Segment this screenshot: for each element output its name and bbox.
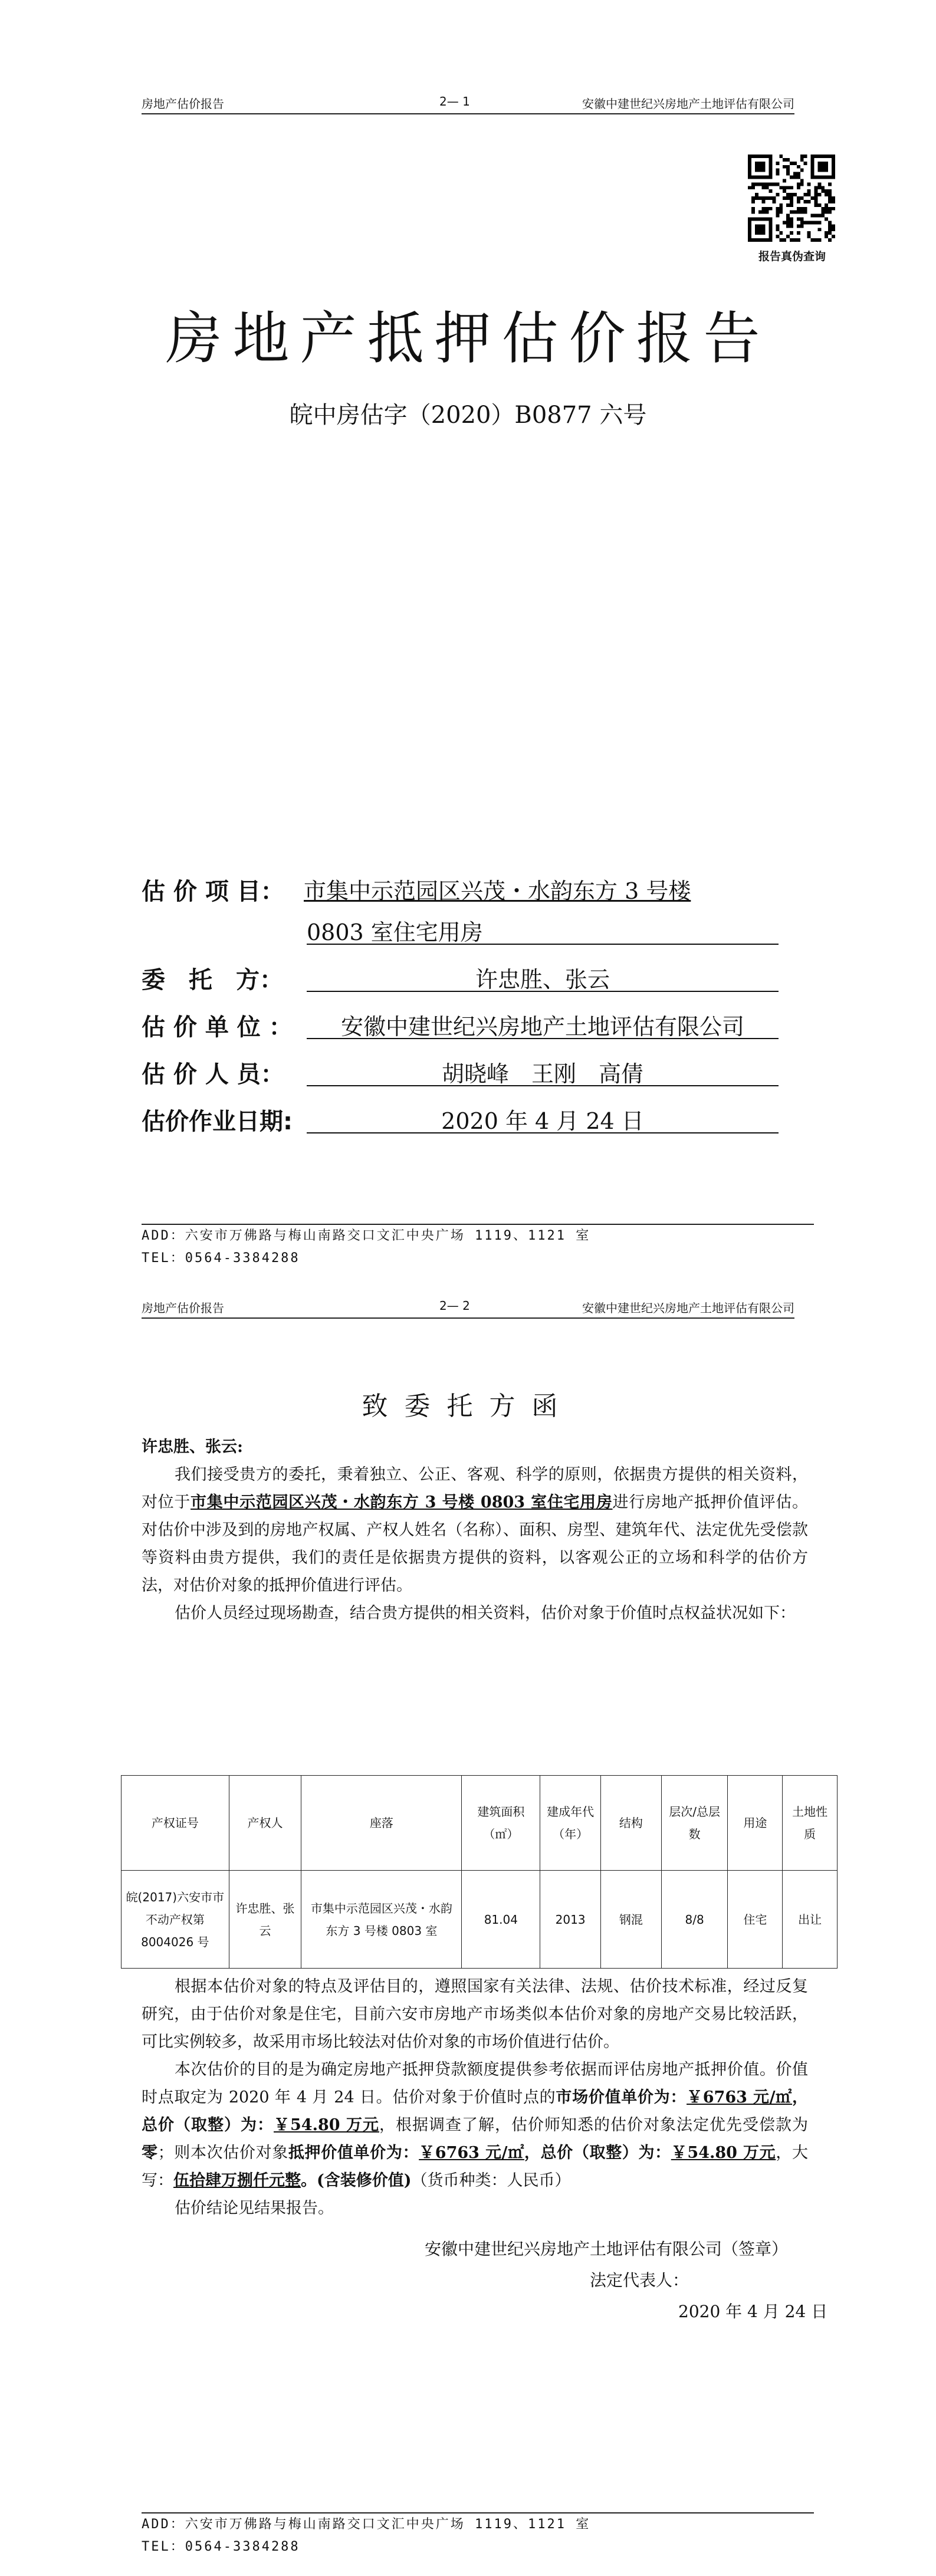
letter-title: 致委托方函 bbox=[362, 1391, 574, 1421]
text: （货币种类：人民币） bbox=[411, 2171, 571, 2190]
table-cell: 住宅 bbox=[728, 1871, 783, 1969]
page-header bbox=[142, 1293, 794, 1319]
table-header-cell: 层次/总层数 bbox=[661, 1776, 728, 1871]
table-header-cell: 座落 bbox=[301, 1776, 462, 1871]
table-cell: 出让 bbox=[783, 1871, 838, 1969]
signature-company: 安徽中建世纪兴房地产土地评估有限公司（签章） bbox=[425, 2239, 789, 2259]
table-header-cell: 产权证号 bbox=[121, 1776, 229, 1871]
field-label: 委 托 方： bbox=[142, 967, 283, 994]
text: 进行房地产抵押价值评估。对估价中涉及到的房地产权属、产权人姓名（名称）、面积、房型、建筑年代、法定优先受偿款等资料由贵方提供，我们的责任是依据贵方提供的资料，以客观公正的立场和科学的估价方法，对估价对象的抵押价值进行评估。 bbox=[142, 1493, 809, 1595]
letter-body-top bbox=[142, 1433, 808, 1627]
report-title: 房地产抵押估价报告 bbox=[165, 305, 771, 372]
page-number: 2— 1 bbox=[439, 94, 470, 109]
field-value: 2020 年 4 月 24 日 bbox=[307, 1103, 779, 1133]
table-row bbox=[121, 1871, 838, 1969]
header-company: 安徽中建世纪兴房地产土地评估有限公司 bbox=[582, 97, 794, 111]
table-cell: 2013 bbox=[540, 1871, 601, 1969]
text: ，大写： bbox=[142, 2144, 808, 2190]
page-footer bbox=[142, 1224, 814, 1270]
header-report-name: 房地产估价报告 bbox=[142, 97, 224, 111]
table-cell: 8/8 bbox=[661, 1871, 728, 1969]
mortgage-total-price: ￥54.80 万元 bbox=[671, 2144, 776, 2162]
table-header-cell: 土地性质 bbox=[783, 1776, 838, 1871]
text: 市场价值单价为： bbox=[556, 2088, 687, 2107]
signature-date: 2020 年 4 月 24 日 bbox=[678, 2302, 828, 2321]
text: 抵押价值单价为： bbox=[288, 2144, 419, 2162]
qr-code-icon[interactable] bbox=[748, 155, 835, 242]
text: 本次估价的目的是为确定房地产抵押贷款额度提供参考依据而评估房地产抵押价值。价值时点取定为 2020 年 4 月 24 日。估价对象于价值时点的 bbox=[142, 2061, 808, 2107]
text: ，根据调查了解，估价师知悉的估价对象法定优先受偿款为 bbox=[379, 2116, 808, 2134]
table-cell: 钢混 bbox=[601, 1871, 662, 1969]
report-cover-page bbox=[0, 0, 936, 1286]
document-number: 皖中房估字（2020）B0877 六号 bbox=[289, 402, 647, 429]
text: ；则本次估价对象 bbox=[157, 2144, 288, 2162]
field-value: 安徽中建世纪兴房地产土地评估有限公司 bbox=[307, 1008, 779, 1039]
paragraph-3: 根据本估价对象的特点及评估目的，遵照国家有关法律、法规、估价技术标准，经过反复研究，由于估价对象是住宅，目前六安市房地产市场类似本估价对象的房地产交易比较活跃，可比实例较多，故采用市场比较法对估价对象的市场价值进行估价。 bbox=[142, 1977, 808, 2051]
paragraph-1 bbox=[142, 1461, 808, 1599]
field-label: 估 价 单 位 ： bbox=[142, 1014, 293, 1041]
footer-phone: TEL：0564-3384288 bbox=[142, 2539, 300, 2554]
page-header bbox=[142, 88, 794, 114]
paragraph-2: 估价人员经过现场勘查，结合贵方提供的相关资料，估价对象于价值时点权益状况如下： bbox=[175, 1604, 796, 1622]
table-header-cell: 结构 bbox=[601, 1776, 662, 1871]
table-header-cell: 建筑面积（㎡） bbox=[462, 1776, 540, 1871]
page-footer bbox=[142, 2512, 814, 2558]
field-value: 0803 室住宅用房 bbox=[307, 914, 779, 945]
letter-body-bottom bbox=[142, 1973, 808, 2222]
table-header-cell: 用途 bbox=[728, 1776, 783, 1871]
market-unit-price: ￥6763 元/㎡ bbox=[687, 2088, 793, 2107]
header-company: 安徽中建世纪兴房地产土地评估有限公司 bbox=[582, 1301, 794, 1315]
table-header-cell: 产权人 bbox=[229, 1776, 301, 1871]
table-header-cell: 建成年代（年） bbox=[540, 1776, 601, 1871]
paragraph-4 bbox=[142, 2056, 808, 2194]
field-value: 胡晓峰 王刚 高倩 bbox=[307, 1056, 779, 1086]
footer-address: ADD：六安市万佛路与梅山南路交口文汇中央广场 1119、1121 室 bbox=[142, 2517, 591, 2532]
text: 。(含装修价值) bbox=[301, 2171, 412, 2190]
header-report-name: 房地产估价报告 bbox=[142, 1301, 224, 1315]
field-label: 估 价 项 目： bbox=[142, 878, 284, 905]
footer-phone: TEL：0564-3384288 bbox=[142, 1251, 300, 1266]
property-address: 市集中示范园区兴茂・水韵东方 3 号楼 0803 室住宅用房 bbox=[191, 1493, 613, 1512]
salutation: 许忠胜、张云: bbox=[142, 1438, 243, 1456]
qr-caption: 报告真伪查询 bbox=[758, 250, 826, 263]
table-cell: 许忠胜、张云 bbox=[229, 1871, 301, 1969]
property-table bbox=[121, 1775, 838, 1969]
table-cell: 皖(2017)六安市市不动产权第 8004026 号 bbox=[121, 1871, 229, 1969]
paragraph-5: 估价结论见结果报告。 bbox=[175, 2199, 334, 2217]
field-label: 估 价 人 员： bbox=[142, 1061, 284, 1088]
text: ，总价（取整）为： bbox=[142, 2088, 809, 2134]
footer-address: ADD：六安市万佛路与梅山南路交口文汇中央广场 1119、1121 室 bbox=[142, 1228, 591, 1243]
field-value: 许忠胜、张云 bbox=[307, 961, 779, 992]
table-header-row bbox=[121, 1776, 838, 1871]
mortgage-unit-price: ￥6763 元/㎡ bbox=[419, 2144, 524, 2162]
market-total-price: ￥54.80 万元 bbox=[274, 2116, 379, 2134]
letter-page bbox=[0, 1286, 936, 2576]
signature-legal-rep: 法定代表人： bbox=[590, 2271, 689, 2290]
text: 零 bbox=[142, 2144, 158, 2162]
page-number: 2— 2 bbox=[439, 1299, 470, 1313]
text: 我们接受贵方的委托，秉着独立、公正、客观、科学的原则，依据贵方提供的相关资料，对位于 bbox=[142, 1466, 808, 1512]
text: ，总价（取整）为： bbox=[524, 2144, 671, 2162]
field-value: 市集中示范园区兴茂・水韵东方 3 号楼 bbox=[304, 878, 691, 904]
table-cell: 81.04 bbox=[462, 1871, 540, 1969]
table-cell: 市集中示范园区兴茂・水韵东方 3 号楼 0803 室 bbox=[301, 1871, 462, 1969]
amount-in-words: 伍拾肆万捌仟元整 bbox=[173, 2171, 301, 2190]
field-label: 估价作业日期: bbox=[142, 1108, 293, 1135]
